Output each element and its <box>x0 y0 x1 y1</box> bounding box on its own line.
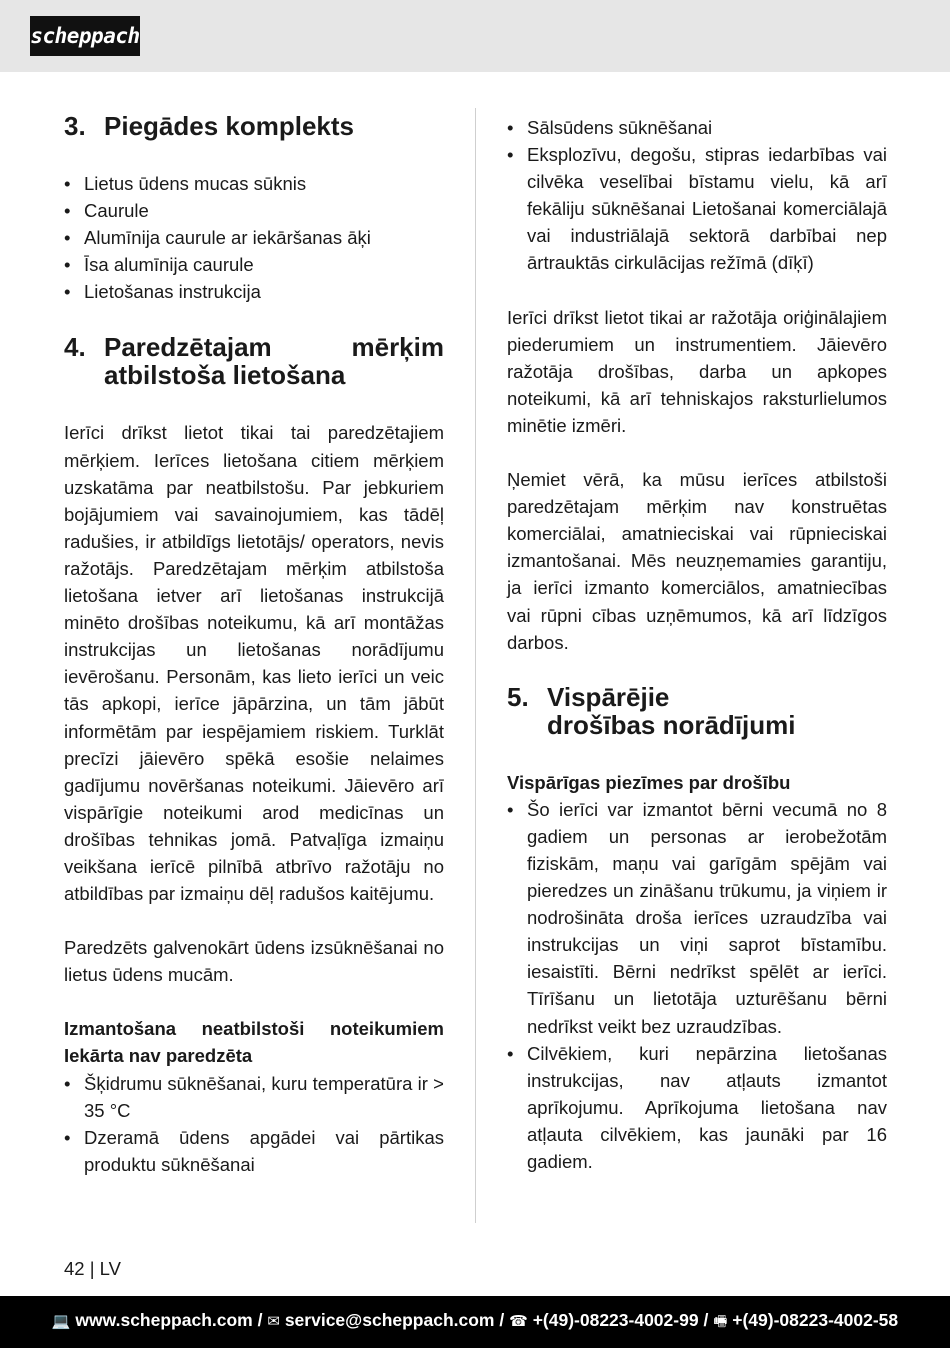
section-5-heading <box>507 683 887 739</box>
footer-separator: / <box>499 1310 505 1330</box>
section-number: 5. <box>507 681 529 712</box>
phone-number: +(49)-08223-4002-99 <box>532 1310 699 1330</box>
section-title <box>547 683 887 739</box>
list-item: • Sālsūdens sūknēšanai <box>507 114 887 141</box>
scheppach-logo: scheppach <box>30 16 140 56</box>
page-language: LV <box>99 1258 121 1279</box>
accessories-paragraph: Ierīci drīkst lietot tikai ar ražotāja oriģinālajiem piederumiem un instrumentiem. Jāievēro ražotāja drošības, darba un apkopes noteikumi, kā arī tehniskajos raksturlielumos minētie izmēri. <box>507 306 887 436</box>
section-title-line: drošības norādījumi <box>547 709 796 740</box>
page-header <box>0 0 950 72</box>
list-item: • Dzeramā ūdens apgādei vai pārtikas produktu sūknēšanai <box>64 1124 444 1178</box>
improper-use-subheading: Izmantošana neatbilstoši noteikumiem Iekārta nav paredzēta <box>64 1018 444 1067</box>
mail-icon: ✉ <box>267 1312 280 1330</box>
list-item: • Šo ierīci var izmantot bērni vecumā no 8 gadiem un personas ar ierobežotām fiziskām, maņu vai garīgām spējām vai pieredzes un zināšanu trūkumu, ja viņiem ir nodrošināta droša ierīces uzraudzība vai instrukcijas un viņi saprot bīstamību. iesaistīti. Bērni nedrīkst spēlēt ar ierīci. Tīrīšanu un lietotāja uzturēšanu bērni nedrīkst veikt bez uzraudzības. <box>507 796 887 1040</box>
list-item: • Cilvēkiem, kuri nepārzina lietošanas instrukcijas, nav atļauts izmantot aprīkojumu. Aprīkojuma lietošana nav atļauta cilvēkiem, kas jaunāki par 16 gadiem. <box>507 1040 887 1175</box>
section-title: Paredzētajam mērķim atbilstoša lietošana <box>104 332 444 391</box>
page-number-value: 42 <box>64 1258 85 1279</box>
page-footer <box>0 1296 950 1348</box>
footer-separator: / <box>703 1310 709 1330</box>
section-3-heading <box>64 112 444 140</box>
improper-use-list <box>64 1070 444 1178</box>
commercial-use-paragraph: Ņemiet vērā, ka mūsu ierīces atbilstoši paredzētajam mērķim nav konstruētas komerciālai, amatnieciskai vai rūpnieciskai izmantošanai. Mēs neuzņemamies garantiju, ja ierīci izmanto komerciālos, amatniecības vai rūpni cības uzņēmumos, kā arī līdzīgos darbos. <box>507 469 887 653</box>
purpose-paragraph: Paredzēts galvenokārt ūdens izsūknēšanai no lietus ūdens mucām. <box>64 937 444 986</box>
safety-subheading: Vispārīgas piezīmes par drošību <box>507 771 791 793</box>
left-column <box>64 112 444 1178</box>
intended-use-paragraph: Ierīci drīkst lietot tikai tai paredzētajiem mērķiem. Ierīces lietošana citiem mērķiem uzskatāma par neatbilstošu. Par jebkuriem bojājumiem vai savainojumiem, kas tādēļ radušies, ir atbildīgs lietotājs/ operators, nevis ražotājs. Paredzētajam mērķim atbilstoša lietošana ietver arī lietošanas instrukcijā minēto drošības noteikumu, kā arī montāžas instrukcijas un lietošanas norādījumu ievērošanu. Personām, kas lieto ierīci un veic tās apkopi, ierīce jāpārzina, un tām jābūt informētām par iespējamiem riskiem. Turklāt precīzi jāievēro spēkā esošie nelaimes gadījumu novēršanas noteikumi. Jāievēro arī vispārīgie noteikumi arod medicīnas un drošības tehnikas jomā. Patvaļīga izmaiņu veikšana ierīcē pilnībā atbrīvo ražotāju no atbildības par izmaiņu dēļ radušos kaitējumu. <box>64 422 444 905</box>
list-item: • Caurule <box>64 197 444 224</box>
computer-icon: 💻 <box>51 1312 71 1330</box>
section-number: 3. <box>64 111 86 141</box>
column-divider <box>475 108 476 1223</box>
delivery-list <box>64 170 444 305</box>
fax-number: +(49)-08223-4002-58 <box>732 1310 899 1330</box>
list-item: • Šķidrumu sūknēšanai, kuru temperatūra ir > 35 °C <box>64 1070 444 1124</box>
footer-separator: / <box>257 1310 263 1330</box>
list-item: • Īsa alumīnija caurule <box>64 251 444 278</box>
list-item: • Eksplozīvu, degošu, stipras iedarbības vai cilvēka veselībai bīstamu vielu, kā arī fekāliju sūknēšanai Lietošanai komerciālajā vai industriālajā sektorā darbībai nep ārtrauktās cirkulācijas režīmā (dīķī) <box>507 141 887 276</box>
page-number <box>64 1257 121 1281</box>
right-column <box>507 114 887 1175</box>
improper-use-list-continued <box>507 114 887 277</box>
safety-list <box>507 796 887 1175</box>
website-link[interactable]: www.scheppach.com <box>75 1310 253 1330</box>
section-4-heading <box>64 333 444 389</box>
section-title-line: Vispārējie <box>547 681 670 712</box>
email-link[interactable]: service@scheppach.com <box>284 1310 495 1330</box>
list-item: • Lietošanas instrukcija <box>64 278 444 305</box>
fax-icon: 🖷 <box>713 1312 728 1330</box>
section-number: 4. <box>64 332 86 363</box>
list-item: • Lietus ūdens mucas sūknis <box>64 170 444 197</box>
telephone-icon: ☎ <box>509 1312 528 1330</box>
section-title: Piegādes komplekts <box>104 111 354 141</box>
list-item: • Alumīnija caurule ar iekāršanas āķi <box>64 224 444 251</box>
page-separator: | <box>89 1258 95 1279</box>
